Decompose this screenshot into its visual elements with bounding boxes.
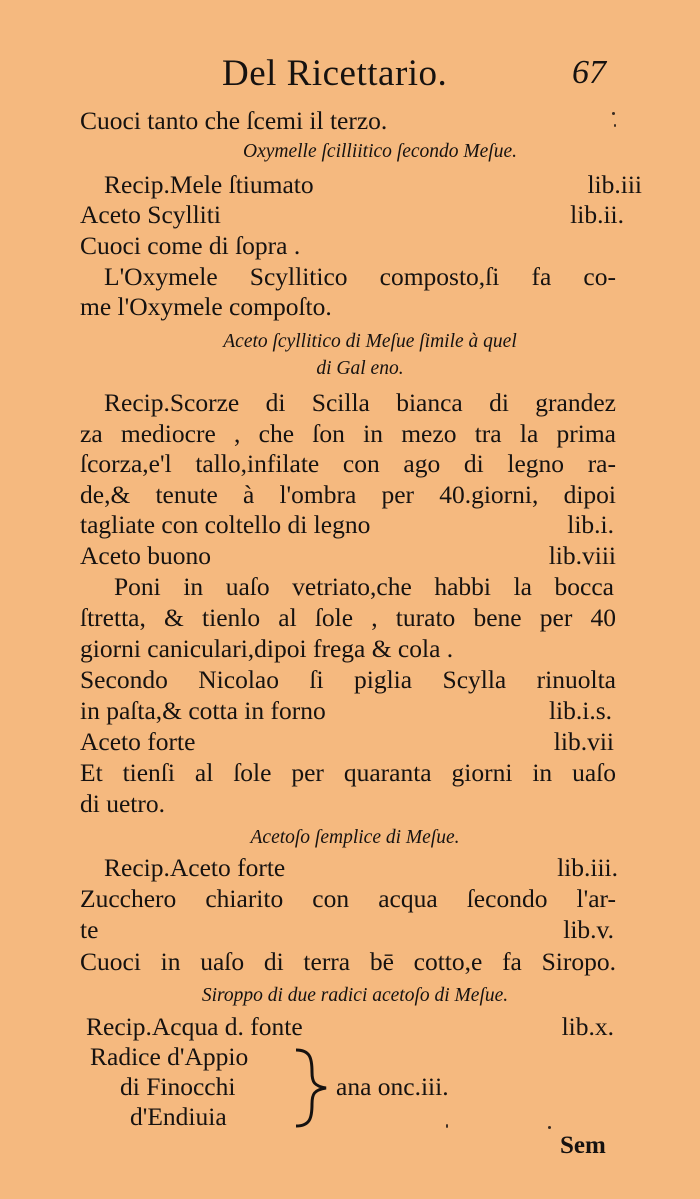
ingredient: te	[80, 915, 99, 944]
ingredient: Aceto Scylliti	[80, 200, 221, 229]
text-line: ſtretta, & tienlo al ſole , turato bene per 40	[80, 603, 616, 632]
text-line: di uetro.	[80, 789, 165, 818]
ingredient: tagliate con coltello di legno	[80, 510, 371, 539]
text-line: me l'Oxymele compoſto.	[80, 292, 332, 321]
quantity: lib.viii	[548, 541, 616, 570]
ink-speck	[548, 1126, 551, 1129]
text-line: de,& tenute à l'ombra per 40.giorni, dipoi	[80, 480, 616, 509]
section-heading: Acetoſo ſemplice di Meſue.	[250, 827, 460, 848]
text-line: ſcorza,e'l tallo,infilate con ago di legno ra-	[80, 449, 616, 478]
ink-speck	[446, 1124, 448, 1128]
text-line: Poni in uaſo vetriato,che habbi la bocca	[114, 572, 614, 601]
quantity: lib.i.	[567, 510, 614, 539]
running-header	[0, 52, 700, 98]
text-line: Cuoci in uaſo di terra bē cotto,e fa Siropo.	[80, 947, 616, 976]
quantity: lib.ii.	[570, 200, 624, 229]
text-line	[80, 200, 624, 230]
text-line	[80, 727, 614, 757]
text-line	[80, 915, 614, 945]
text-line: giorni caniculari,dipoi frega & cola .	[80, 634, 454, 663]
ingredient: in paſta,& cotta in forno	[80, 696, 326, 725]
text-line: L'Oxymele Scyllitico composto,ſi fa co-	[104, 262, 616, 291]
text-line	[80, 541, 616, 571]
text-line	[86, 1012, 614, 1042]
text-line: za mediocre , che ſon in mezo tra la prima	[80, 419, 616, 448]
ingredient: Recip.Aceto forte	[104, 853, 286, 882]
ink-speck	[614, 124, 616, 127]
ink-speck	[612, 112, 615, 115]
ingredient: Recip.Mele ſtiumato	[104, 170, 314, 199]
group-dose: ana onc.iii.	[336, 1072, 449, 1101]
catchword: Sem	[560, 1132, 606, 1159]
quantity: lib.iii	[587, 170, 642, 199]
text-line: Cuoci tanto che ſcemi il terzo.	[80, 106, 388, 135]
section-heading: Aceto ſcyllitico di Meſue ſimile à quel	[223, 331, 517, 352]
text-line: Cuoci come di ſopra .	[80, 231, 301, 260]
page-number: 67	[572, 54, 606, 91]
group-item: d'Endiuia	[130, 1102, 227, 1131]
ingredient-group	[90, 1042, 530, 1132]
quantity: lib.iii.	[557, 853, 618, 882]
ingredient: Recip.Acqua d. fonte	[86, 1012, 303, 1041]
ingredient: Aceto buono	[80, 541, 212, 570]
text-line	[80, 696, 612, 726]
text-line: Et tienſi al ſole per quaranta giorni in uaſo	[80, 758, 616, 787]
quantity: lib.v.	[563, 915, 614, 944]
text-line: Secondo Nicolao ſi piglia Scylla rinuolta	[80, 665, 616, 694]
quantity: lib.i.s.	[548, 696, 612, 725]
quantity: lib.x.	[561, 1012, 614, 1041]
curly-brace-icon	[290, 1046, 336, 1130]
quantity: lib.vii	[553, 727, 614, 756]
section-heading: Oxymelle ſcilliitico ſecondo Meſue.	[243, 141, 517, 162]
ingredient: Aceto forte	[80, 727, 196, 756]
text-line	[104, 170, 642, 200]
text-line: Zucchero chiarito con acqua ſecondo l'ar-	[80, 884, 616, 913]
group-item: di Finocchi	[120, 1072, 236, 1101]
text-line	[104, 853, 618, 883]
section-heading: di Gal eno.	[316, 358, 404, 379]
page-title: Del Ricettario.	[222, 53, 448, 94]
text-line	[80, 510, 614, 540]
group-item: Radice d'Appio	[90, 1042, 249, 1071]
section-heading: Siroppo di due radici acetoſo di Meſue.	[201, 985, 509, 1006]
text-line: Recip.Scorze di Scilla bianca di grandez	[104, 388, 616, 417]
